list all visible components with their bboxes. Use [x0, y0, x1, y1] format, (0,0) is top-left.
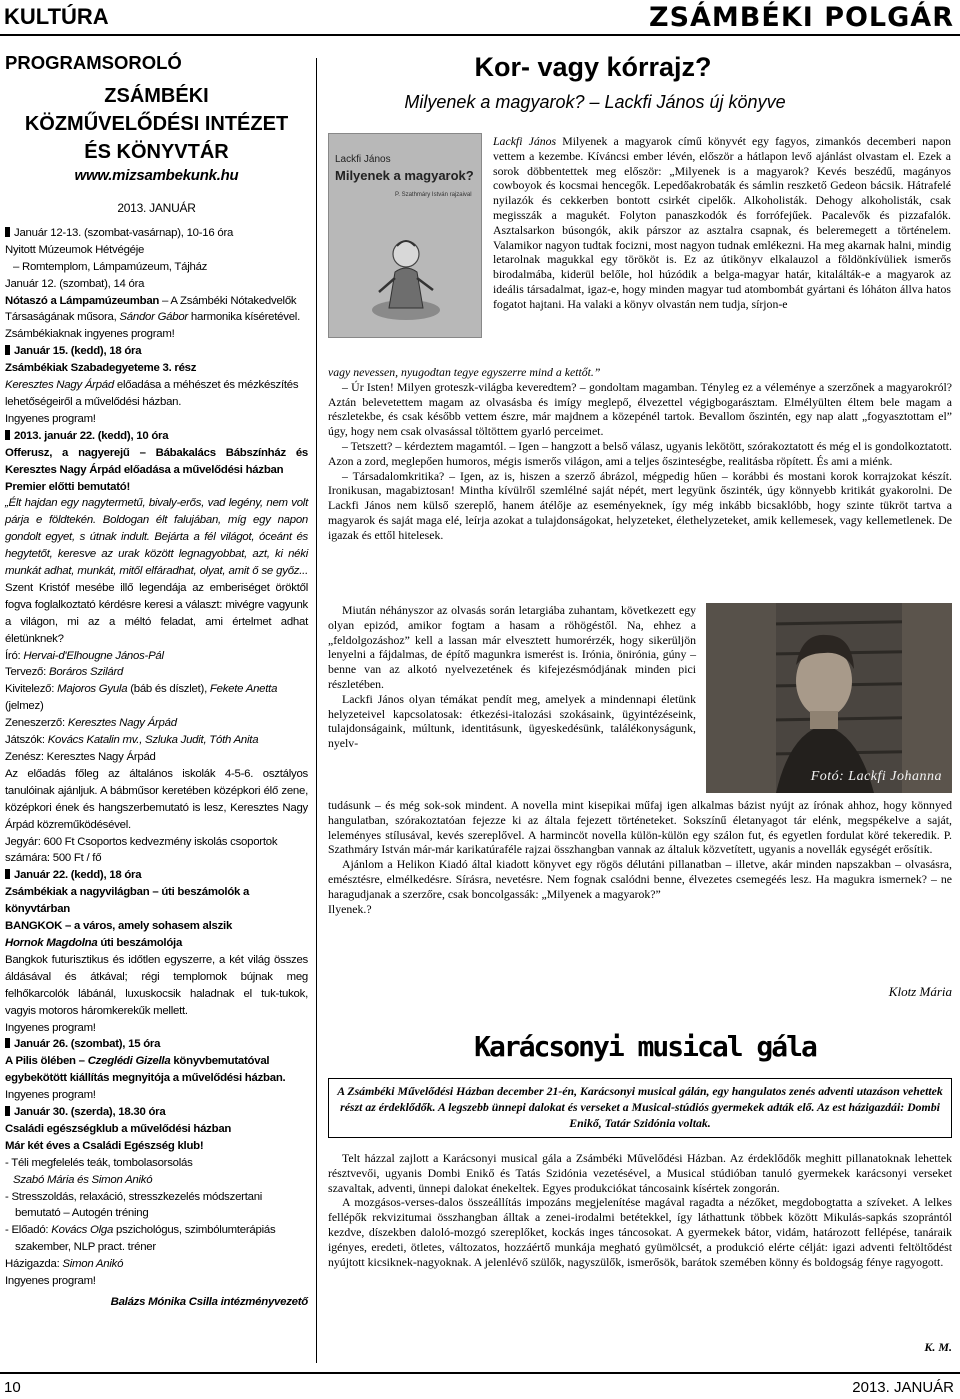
review-body-upper: vagy nevessen, nyugodtan tegye egyszerre mind a kettőt.” – Úr Isten! Milyen groteszk-világba keveredtem? – gondoltam magamban. Tényleg ez a véleménye a szerzőnek a magyarokról? Aztán belevetettem magam az olvasásba és imígy meglepő, élvezettel végigbogarásztam. Elmélyülten éltem bele magam a részletekbe, és csak később vettem észre, már majdnem a közepénél tartok. Bevallom őszintén, egy nap alatt „fogyasztottam el” úgy, hogy nem csak olvasással töltöttem gyarló perceimet. – Tetszett? – kérdeztem magamtól. – Igen – hangzott a belső válasz, ugyanis lekötött, szórakoztatott és még el is gondolkoztatott. Azon a zord, meglepően humoros, mégis ismerős világon, ami a teljes őszinteségbe, realitásba röpített. És ami a miénk. – Társadalomkritika? – Igen, az is, hiszen a szerző ábrázol, mégpedig hűen – korábbi és mostani korok korrajzokat készít. Ironikusan, magabiztosan! Mintha kívülről szemlélné saját népét, mert legyünk őszinték, úgy könnyebb kritikát gyakorolni. De Lackfi János nem külső szereplő, hanem átélője az eseményeknek, így még inkább bicsaklóbb, hogy szinte tükröt tartva a magyarok és saját maga elé, leírja azokat a tulajdonságokat, helyzeteket, élethelyzeteket, amik kellemesek, vagy kellemetlenek. De igazak és ettől hitelesek.: [328, 365, 952, 542]
gala-body: Telt házzal zajlott a Karácsonyi musical gála a Zsámbéki Művelődési Házban. Az érdeklődők meghitt pillanatoknak lehettek résztvevői, ugyanis Dombi Enikő és Tatás Szidónia vezetésével, a Musical stúdióban tanuló gyermekek karácsonyi verseket szavaltak, adventi, ünnepi dalokat énekeltek. Egyes produkciókat táncosaink kísértek zongorán. A mozgásos-verses-dalos összeállítás impozáns megjelenítése magával ragadta a nézőket, megdobogtatta a szíveket. A lelkes fellépők rekvizitumai összhangban álltak a zenei-irodalmi betétekkel, így láthattunk többek között Mikulás-sapkás szoprántól kezdve, díszekben daloló-mozgó szereplőket, kockás inges táncosokat. A gyermekek bátor, vidám, határozott fellépése, tanáraik igényes, eredeti, ötletes, változatos, hozzáértő munkája megható gyümölcsét, a produkció elérte célját: igazi adventi feltöltődést nyújtott kicsiknek-nagyoknak. A jelenlévő szülők, nagyszülők, ismerősök, barátok szemében könny és boldogság fénye ragyogott.: [328, 1151, 952, 1269]
event-marker: [5, 430, 10, 440]
photo-caption: Fotó: Lackfi Johanna: [810, 769, 942, 784]
book-cover-image: Lackfi János Milyenek a magyarok? P. Szathmáry István rajzaival: [328, 133, 482, 338]
event-health-club: Január 30. (szerda), 18.30 óra Családi egészségklub a művelődési házban Már két éves a Családi Egészség klub! - Téli megfelelés teák, tombolasorsolás Szabó Mária és Simon Anikó - Stresszoldás, relaxáció, stresszkezelés módszertani bemutató – Autogén tréning - Előadó: Kovács Olga pszichológus, szimbólumterápiás szakember, NLP pract. tréner Házigazda: Simon Anikó Ingyenes program!: [5, 1106, 276, 1288]
review-author: Klotz Mária: [888, 984, 952, 999]
event-marker: [5, 869, 10, 879]
program-heading: PROGRAMSOROLÓ: [5, 52, 182, 73]
event-marker: [5, 345, 10, 355]
review-body-lower: tudásunk – és még sok-sok mindent. A novella mint kisepikai műfaj igen alkalmas bázist nyújt az írónak ahhoz, hogy könnyed hangulatban, szórakoztatóan fejezze ki az általa fejezett történeteket. Sokszínű életanyagot tár elénk, megspékelve a saját, leleményes stílusával, kevés szereplővel. A harmincöt novella külön-külön egy szálon fut, és egyetlen fordulat köré tekeredik. P. Szathmáry István már-már karikatúraféle rajzai összhangban vannak az általuk közvetített, ugyanis a novellák egységét erősítik. Ajánlom a Helikon Kiadó által kiadott könyvet egy rögös délutáni pillanatban – illetve, akár minden napszakban – olvasásra, emésztésre, elmélkedésre. Sírásra, nevetésre. Nem fognak csalódni benne, élvezetes csemegéés lesz. Ha magukra ismernek? – ne haragudjanak a szerzőre, csak boncolgassák: „Milyenek a magyarok?” Ilyenek.?: [328, 798, 952, 916]
event-book-launch: Január 26. (szombat), 15 óra A Pilis ölében – Czeglédi Gizella könyvbemutatóval egybekötött kiállítás megnyitója a művelődési házban. Ingyenes program!: [5, 1038, 286, 1102]
event-puppet-show: 2013. január 22. (kedd), 10 óra Offerusz, a nagyerejű – Bábakalács Bábszínház és Keresztes Nagy Árpád előadása a művelődési házban Premier előtti bemutató! „Élt hajdan egy nagytermetű, bivaly-erős, vad legény, nem volt párja e földtekén. Boldogan élt falujában, míg egy napon gondolt egyet, s útnak indult. Bejárta a fél világot, óceánt és hegytetőt, keresve az urak között legnagyobbat, azt, ki néki munkát adhat, munkát, mitől elfáradhat, olyat, amit ő se győz... Szent Kristóf mesébe illő legendája az emberiséget öröktől fogva foglalkoztató kérdésre keresi a választ: mivégre vagyunk a világon, mi az a méltó feladat, ami értelmet adhat életünknek? Író: Hervai-d'Elhougne János-Pál Tervező: Boráros Szilárd Kivitelező: Majoros Gyula (báb és díszlet), Fekete Anetta (jelmez) Zeneszerző: Keresztes Nagy Árpád Játszók: Kovács Katalin mv., Szluka Judit, Tóth Anita Zenész: Keresztes Nagy Árpád Az előadás főleg az általános iskolák 4-5-6. osztályos tanulóinak ajánljuk. A bábműsor keretében középkori élő zene, középkori ének és hangszerbemutató is lesz, Keresztes Nagy Árpád közreműködésével. Jegyár: 600 Ft Csoportos kedvezmény iskolás csoportok számára: 500 Ft / fő: [5, 429, 308, 865]
issue-date: 2013. JANUÁR: [852, 1379, 954, 1396]
author-photo: [706, 603, 952, 793]
event-travel-talk: Január 22. (kedd), 18 óra Zsámbékiak a nagyvilágban – úti beszámolók a könyvtárban BANGKOK – a város, amely sohasem alszik Hornok Magdolna úti beszámolója Bangkok futurisztikus és időtlen egyszerre, a két világ összes áldásával és átkával; régi templomok bújnak meg felhőkarcolók lábánál, luxuskocsik haladnak el tuk-tukok, vagyis motoros háromkerekűk mellett. Ingyenes program!: [5, 869, 308, 1034]
page-number: 10: [4, 1379, 21, 1396]
column-divider: [316, 58, 317, 1363]
cover-illustration: [359, 232, 453, 324]
organization-name: ZSÁMBÉKI KÖZMŰVELŐDÉSI INTÉZET ÉS KÖNYVTÁR: [24, 85, 289, 163]
author-portrait-image: [706, 603, 952, 793]
event-free-university: Január 15. (kedd), 18 óra Zsámbékiak Szabadegyeteme 3. rész Keresztes Nagy Árpád előadása a méhészet és mézkészítés lehetőségeiről a művelődési házban. Ingyenes program!: [5, 345, 299, 425]
program-column: [5, 52, 308, 1311]
gala-title: Karácsonyi musical gála: [474, 1030, 816, 1063]
review-body-wrap: Miután néhányszor az olvasás során letargiába zuhantam, következett egy olyan epizód, amikor fogtam a hasam a röhögéstől. Na, ehhez a „feldolgozáshoz” kell a lassan már elvesztett humorérzék, hogy sikerüljön lenyelni a fájdalmas, de építő magunkra ismerést is. Irónia, önirónia, gúny – benne van az alkotó nyelvezetének és kifejezésmódjának minden pici részletében. Lackfi János olyan témákat pendít meg, amelyek a mindennapi életünk helyzeteivel kapcsolatosak: étkezési-italozási szokásaink, ügyintézéseink, tulajdonságaink, múltunk, identitásunk, ügyeskedésünk, találékonyságunk, nyelv-: [328, 603, 696, 751]
gala-signature: K. M.: [924, 1340, 952, 1354]
footer-rule: [0, 1372, 960, 1374]
event-open-museums: Január 12-13. (szombat-vasárnap), 10-16 óra Nyitott Múzeumok Hétvégéje – Romtemplom, Lámpamúzeum, Tájház Január 12. (szombat), 14 óra Nótaszó a Lámpamúzeumban – A Zsámbéki Nótakedvelők Társaságának műsora, Sándor Gábor harmonika kíséretével. Zsámbékiaknak ingyenes program!: [5, 226, 300, 341]
gala-lead-box: A Zsámbéki Művelődési Házban december 21-én, Karácsonyi musical gálán, egy hangulatos zenés adventi utazáson vehettek részt az érdeklődők. A legszebb ünnepi dalokat és verseket a Musical-stúdiós gyermekek adták elő. Az est házigazdái: Dombi Enikő, Tatár Szidónia voltak.: [328, 1078, 952, 1138]
program-signature: Balázs Mónika Csilla intézményvezető: [110, 1296, 308, 1308]
top-header-bar: [0, 0, 960, 36]
review-subtitle: Milyenek a magyarok? – Lackfi János új könyve: [404, 92, 786, 112]
event-marker: [5, 1038, 10, 1048]
review-intro: Lackfi János Milyenek a magyarok című könyvét egy fagyos, zimankós decemberi napon vettem a kezembe. Kíváncsi ember lévén, először a hátlapon levő ajánlást olvastam el. Ezek a sorok döbbentettek meg először: „Milyenek is a magyarok? Kevés beszédű, magányos cowboyok és kocsmai hencegők. Lepedőakrobaták és sámlin reszkető Gedeon bácsik. Hátrafelé nyilazók és cekkerben bontott csirkét cipelők. Alkoholisták. Dehogy alkoholisták, csak megisszák a magukét. Folyton panaszkodók és forrófejűek. Pacalevők és pizzafalók. Asztalsarkon búsongók, akik párszor az asztalra csapnak, és beleremegett a történelem. Valamikor nagyon tudtak focizni, most nagyon tudnak emlékezni. Ha meg akarnak halni, mindig letarolnak magukkal egy törököt is. Ez az útikönyv elkalauzol a földönkívüliek ismerős birodalmába, kiderül belőle, hol húzódik a belga-magyar határ, kitalálták-e a magyarok az ideális társadalmat, igaz-e, hogy minden magyar tud atombombát gyártani és lóháton állva hatos fogatot hajtani. Ha valaki a könyv olvastán nem tudja, sírjon-e: [493, 134, 951, 311]
masthead: ZSÁMBÉKI POLGÁR: [649, 2, 954, 33]
event-marker: [5, 227, 10, 237]
event-marker: [5, 1106, 10, 1116]
program-month: 2013. JANUÁR: [117, 201, 196, 215]
website-link[interactable]: www.mizsambekunk.hu: [74, 167, 239, 184]
section-label: KULTÚRA: [4, 4, 109, 29]
review-title: Kor- vagy kórrajz?: [474, 52, 712, 82]
